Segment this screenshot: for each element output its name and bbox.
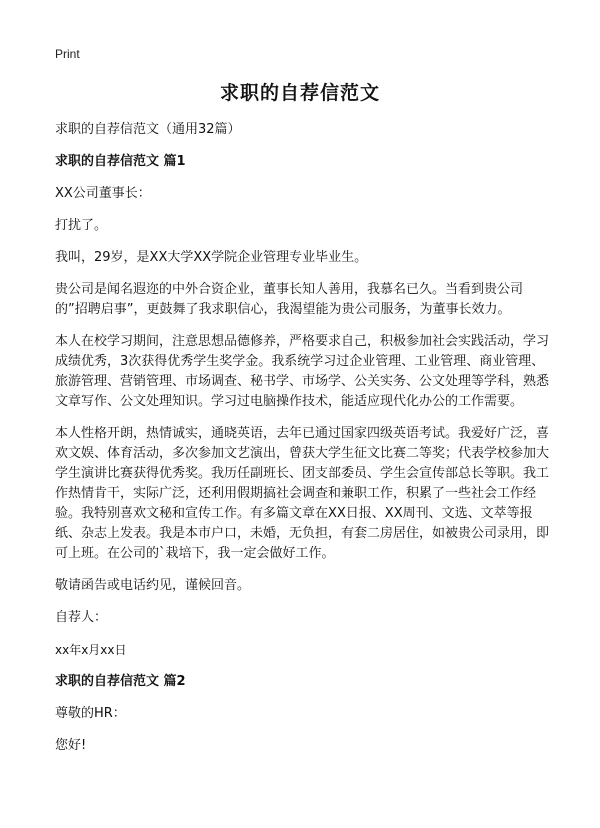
paragraph: 本人性格开朗，热情诚实，通晓英语，去年已通过国家四级英语考试。我爱好广泛，喜欢文娱、体育活动，多次参加文艺演出，曾获大学生征文比赛二等奖；代表学校参加大学生演讲比赛获得优秀奖。我历任副班长、团支部委员、学生会宣传部总长等职。我工作热情肯干，实际广泛，还利用假期搞社会调查和兼职工作，积累了一些社会工作经验。我特别喜欢文秘和宣传工作。有多篇文章在XX日报、XX周刊、文选、文萃等报纸、杂志上发表。我是本市户口，未婚，无负担，有套二房居住，如被贵公司录用，即可上班。在公司的`栽培下，我一定会做好工作。 xyxy=(55,426,550,561)
paragraph: 我叫，29岁，是XX大学XX学院企业管理专业毕业生。 xyxy=(55,250,368,265)
paragraph: 本人在校学习期间，注意思想品德修养，严格要求自己，积极参加社会实践活动，学习成绩优秀，3次获得优秀学生奖学金。我系统学习过企业管理、工业管理、商业管理、旅游管理、营销管理、市场调查、秘书学、市场学、公关实务、公文处理等学科，熟悉文章写作、公文处理知识。学习过电脑操作技术，能适应现代化办公的工作需要。 xyxy=(55,334,550,409)
document-title: 求职的自荐信范文 xyxy=(219,82,380,104)
paragraph: 贵公司是闻名遐迩的中外合资企业，董事长知人善用，我慕名已久。当看到贵公司的”招聘启事”，更鼓舞了我求职信心，我渴望能为贵公司服务，为董事长效力。 xyxy=(55,282,524,317)
print-link[interactable]: Print xyxy=(55,47,80,61)
paragraph: 打扰了。 xyxy=(55,218,108,233)
letter-date: xx年x月xx日 xyxy=(55,643,127,657)
paragraph: 您好! xyxy=(55,738,87,753)
section-heading-2: 求职的自荐信范文 篇2 xyxy=(55,674,186,689)
section-heading-1: 求职的自荐信范文 篇1 xyxy=(55,154,186,169)
salutation: 尊敬的HR： xyxy=(55,706,126,721)
signature-line: 自荐人： xyxy=(55,610,108,625)
paragraph: 敬请函告或电话约见，谨候回音。 xyxy=(55,578,251,593)
document-body xyxy=(55,120,555,768)
salutation: XX公司董事长： xyxy=(55,186,151,201)
document-subtitle: 求职的自荐信范文（通用32篇） xyxy=(55,122,241,137)
